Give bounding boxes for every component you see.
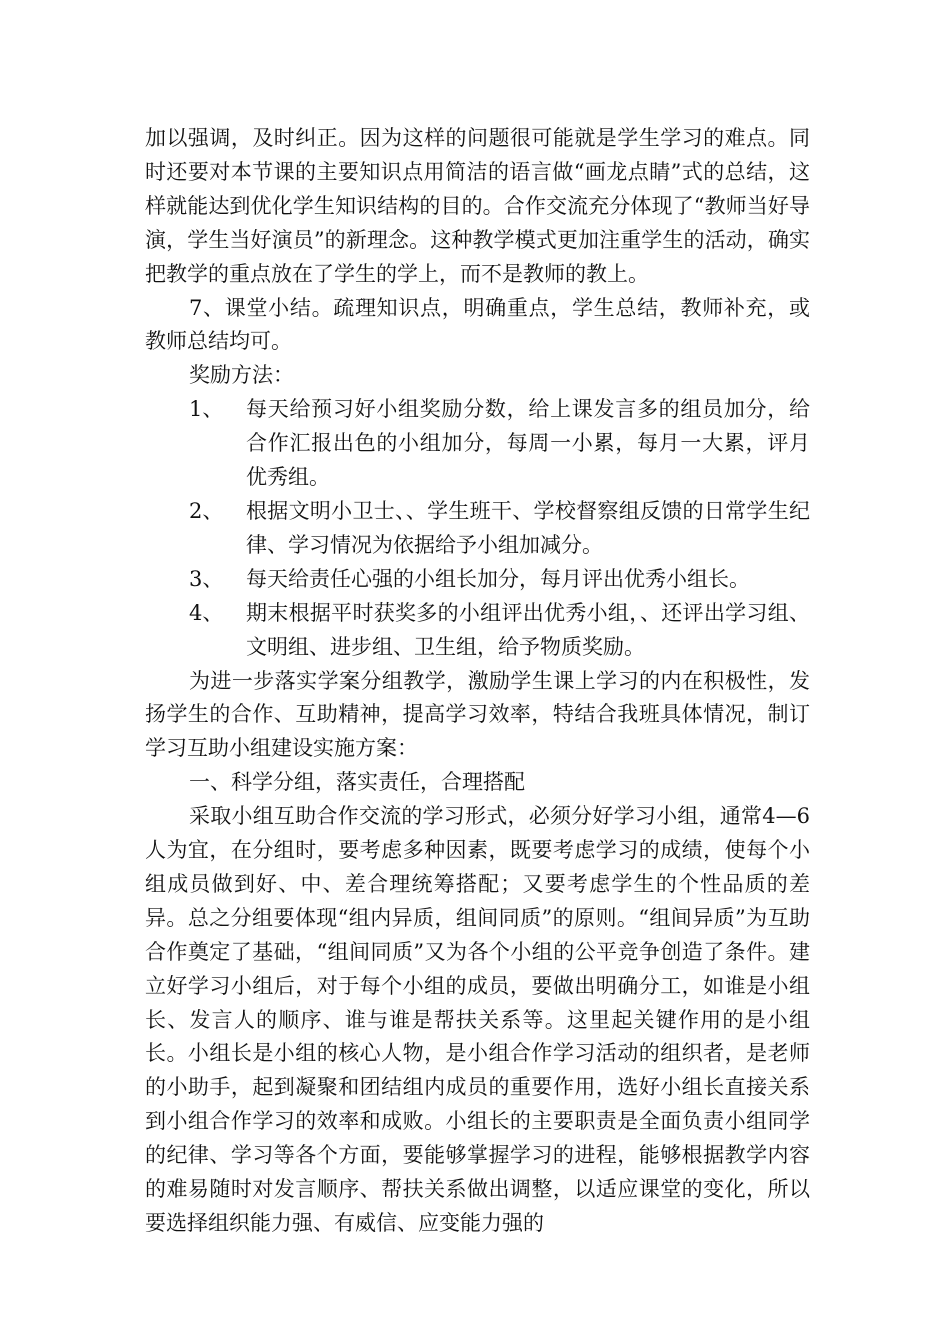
list-item	[145, 393, 810, 495]
list-item-text: 期末根据平时获奖多的小组评出优秀小组，、还评出学习组、文明组、进步组、卫生组，给予物质奖励。	[246, 600, 810, 659]
list-item	[145, 563, 810, 597]
paragraph-plan: 为进一步落实学案分组教学，激励学生课上学习的内在积极性，发扬学生的合作、互助精神，提高学习效率，特结合我班具体情况，制订学习互助小组建设实施方案：	[145, 668, 810, 761]
reward-list	[145, 393, 810, 664]
reward-heading: 奖励方法：	[189, 363, 294, 388]
list-item-number: 4、	[189, 600, 224, 625]
list-item	[145, 597, 810, 665]
list-item-text: 每天给责任心强的小组长加分，每月评出优秀小组长。	[246, 566, 750, 591]
paragraph-intro: 加以强调，及时纠正。因为这样的问题很可能就是学生学习的难点。同时还要对本节课的主要知识点用简洁的语言做“画龙点睛”式的总结，这样就能达到优化学生知识结构的目的。合作交流充分体现了“教师当好导演，学生当好演员”的新理念。这种教学模式更加注重学生的活动，确实把教学的重点放在了学生的学上，而不是教师的教上。	[145, 126, 810, 286]
paragraph-grouping: 采取小组互助合作交流的学习形式，必须分好学习小组，通常4—6人为宜，在分组时，要考虑多种因素，既要考虑学习的成绩，使每个小组成员做到好、中、差合理统筹搭配；又要考虑学生的个性品质的差异。总之分组要体现“组内异质，组间同质”的原则。“组间异质”为互助合作奠定了基础，“组间同质”又为各个小组的公平竞争创造了条件。建立好学习小组后，对于每个小组的成员，要做出明确分工，如谁是小组长、发言人的顺序、谁与谁是帮扶关系等。这里起关键作用的是小组长。小组长是小组的核心人物，是小组合作学习活动的组织者，是老师的小助手，起到凝聚和团结组内成员的重要作用，选好小组长直接关系到小组合作学习的效率和成败。小组长的主要职责是全面负责小组同学的纪律、学习等各个方面，要能够掌握学习的进程，能够根据教学内容的难易随时对发言顺序、帮扶关系做出调整，以适应课堂的变化，所以要选择组织能力强、有威信、应变能力强的	[145, 804, 810, 1235]
list-item-number: 3、	[189, 566, 224, 591]
list-item	[145, 495, 810, 563]
list-item-number: 2、	[189, 498, 224, 523]
list-item-text: 根据文明小卫士、、学生班干、学校督察组反馈的日常学生纪律、学习情况为依据给予小组加减分。	[246, 498, 810, 557]
paragraph-class-summary: 7、课堂小结。疏理知识点，明确重点，学生总结，教师补充，或教师总结均可。	[145, 295, 810, 354]
list-item-text: 每天给预习好小组奖励分数，给上课发言多的组员加分，给合作汇报出色的小组加分，每周一小累，每月一大累，评月优秀组。	[246, 397, 810, 490]
list-item-number: 1、	[189, 397, 224, 422]
document-page	[145, 122, 810, 1241]
section-heading: 一、科学分组，落实责任，合理搭配	[189, 770, 525, 795]
